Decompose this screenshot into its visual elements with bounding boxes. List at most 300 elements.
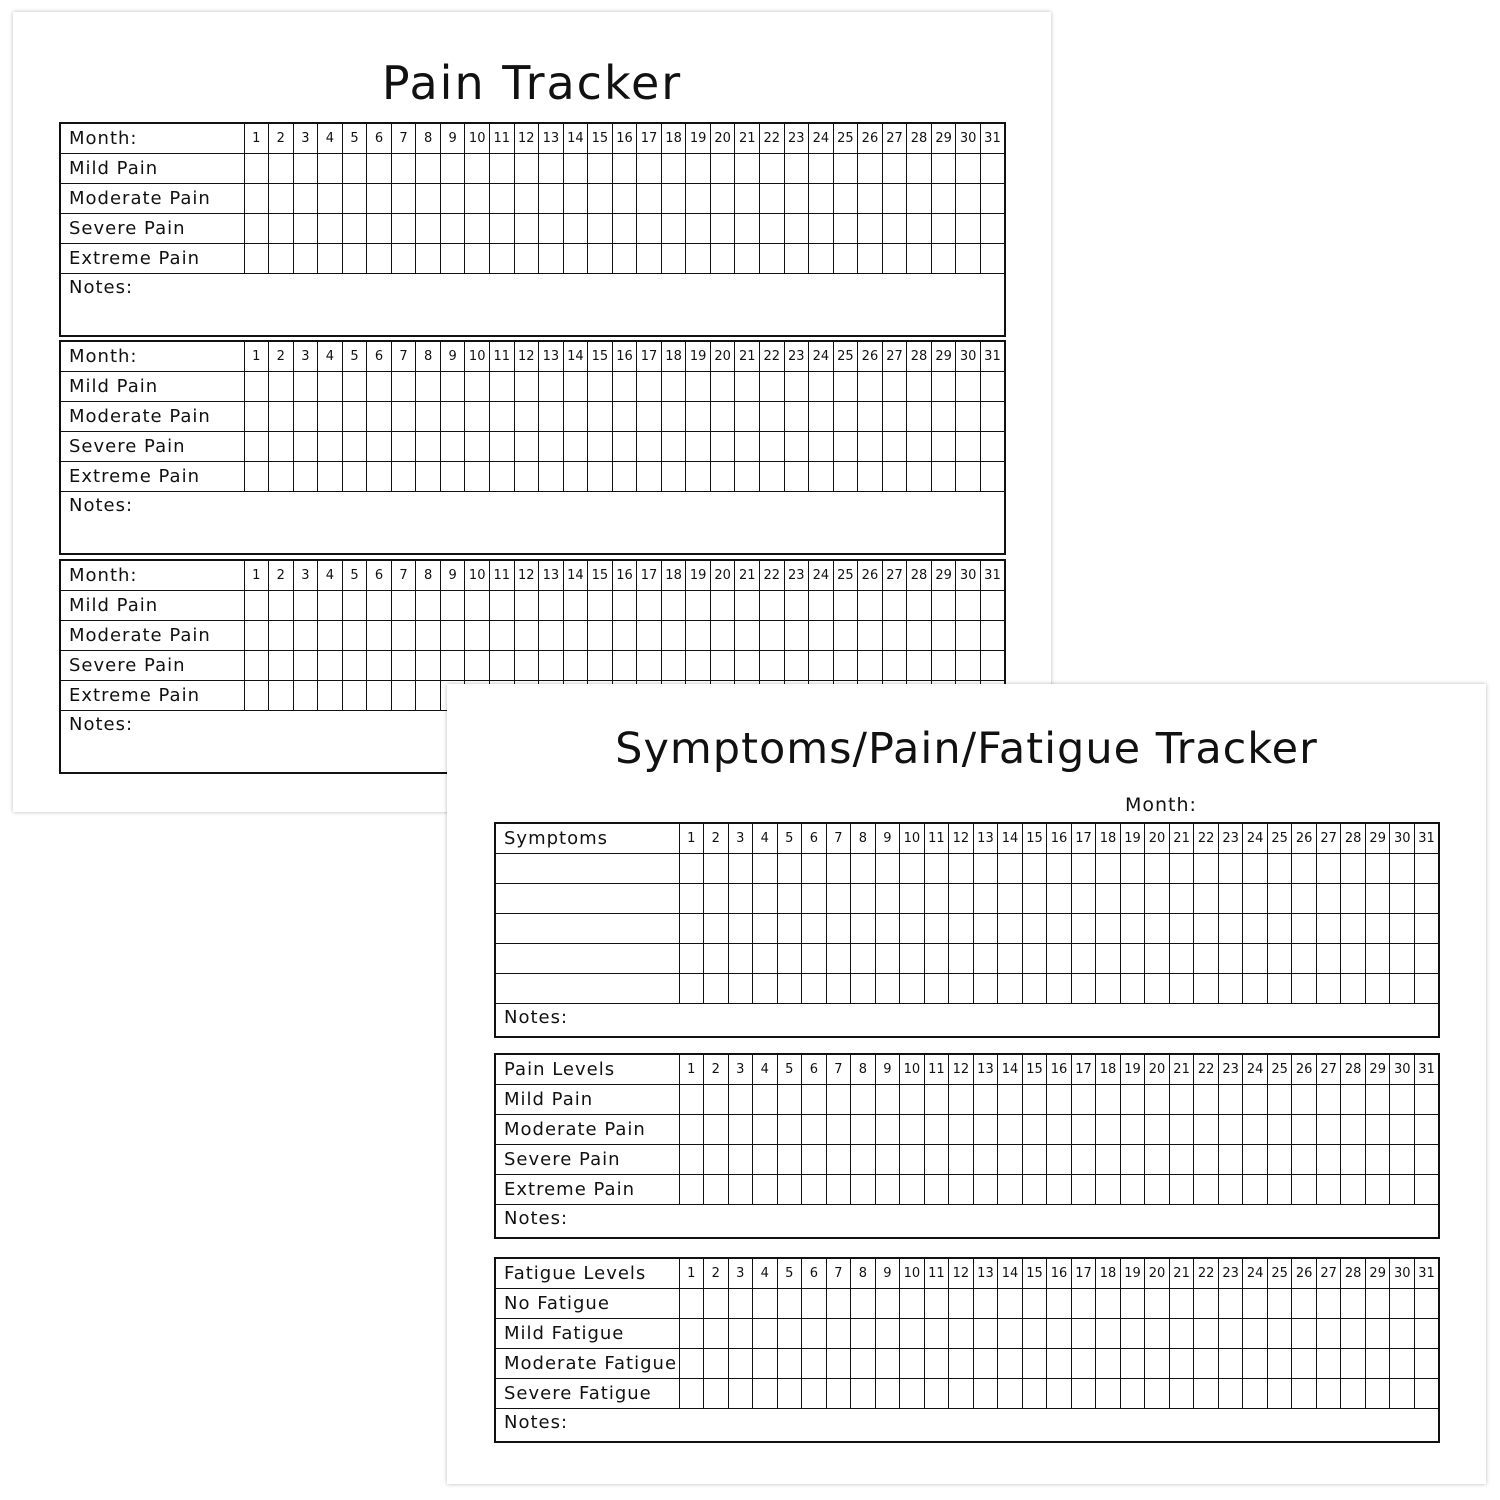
day-checkbox-cell[interactable] (728, 1349, 753, 1379)
day-checkbox-cell[interactable] (931, 591, 956, 621)
day-checkbox-cell[interactable] (244, 244, 269, 274)
row-label[interactable] (495, 884, 679, 914)
day-checkbox-cell[interactable] (1194, 1379, 1219, 1409)
day-checkbox-cell[interactable] (1047, 1289, 1072, 1319)
day-checkbox-cell[interactable] (637, 184, 662, 214)
day-checkbox-cell[interactable] (809, 432, 834, 462)
day-checkbox-cell[interactable] (1218, 884, 1243, 914)
day-checkbox-cell[interactable] (612, 154, 637, 184)
day-checkbox-cell[interactable] (759, 214, 784, 244)
day-checkbox-cell[interactable] (1414, 1379, 1439, 1409)
day-checkbox-cell[interactable] (777, 1289, 802, 1319)
day-checkbox-cell[interactable] (391, 244, 416, 274)
day-checkbox-cell[interactable] (342, 591, 367, 621)
day-checkbox-cell[interactable] (1047, 1085, 1072, 1115)
day-checkbox-cell[interactable] (489, 214, 514, 244)
day-checkbox-cell[interactable] (588, 244, 613, 274)
day-checkbox-cell[interactable] (1365, 854, 1390, 884)
day-checkbox-cell[interactable] (809, 154, 834, 184)
day-checkbox-cell[interactable] (784, 372, 809, 402)
day-checkbox-cell[interactable] (588, 402, 613, 432)
day-checkbox-cell[interactable] (1071, 1115, 1096, 1145)
day-checkbox-cell[interactable] (465, 244, 490, 274)
day-checkbox-cell[interactable] (900, 854, 925, 884)
day-checkbox-cell[interactable] (293, 462, 318, 492)
day-checkbox-cell[interactable] (539, 184, 564, 214)
day-checkbox-cell[interactable] (661, 154, 686, 184)
day-checkbox-cell[interactable] (907, 154, 932, 184)
day-checkbox-cell[interactable] (826, 1085, 851, 1115)
day-checkbox-cell[interactable] (1365, 1379, 1390, 1409)
day-checkbox-cell[interactable] (973, 1085, 998, 1115)
day-checkbox-cell[interactable] (416, 621, 441, 651)
day-checkbox-cell[interactable] (907, 621, 932, 651)
day-checkbox-cell[interactable] (1022, 854, 1047, 884)
day-checkbox-cell[interactable] (833, 372, 858, 402)
day-checkbox-cell[interactable] (588, 184, 613, 214)
day-checkbox-cell[interactable] (1316, 1289, 1341, 1319)
day-checkbox-cell[interactable] (907, 214, 932, 244)
day-checkbox-cell[interactable] (318, 184, 343, 214)
day-checkbox-cell[interactable] (802, 854, 827, 884)
day-checkbox-cell[interactable] (514, 402, 539, 432)
day-checkbox-cell[interactable] (1194, 1289, 1219, 1319)
day-checkbox-cell[interactable] (759, 402, 784, 432)
day-checkbox-cell[interactable] (1365, 974, 1390, 1004)
day-checkbox-cell[interactable] (784, 621, 809, 651)
day-checkbox-cell[interactable] (777, 1175, 802, 1205)
day-checkbox-cell[interactable] (465, 214, 490, 244)
day-checkbox-cell[interactable] (318, 681, 343, 711)
day-checkbox-cell[interactable] (293, 214, 318, 244)
day-checkbox-cell[interactable] (1243, 1349, 1268, 1379)
day-checkbox-cell[interactable] (318, 462, 343, 492)
day-checkbox-cell[interactable] (1414, 1319, 1439, 1349)
day-checkbox-cell[interactable] (980, 372, 1005, 402)
day-checkbox-cell[interactable] (998, 1175, 1023, 1205)
day-checkbox-cell[interactable] (1071, 944, 1096, 974)
day-checkbox-cell[interactable] (637, 651, 662, 681)
day-checkbox-cell[interactable] (710, 184, 735, 214)
day-checkbox-cell[interactable] (809, 462, 834, 492)
day-checkbox-cell[interactable] (244, 681, 269, 711)
day-checkbox-cell[interactable] (924, 1379, 949, 1409)
day-checkbox-cell[interactable] (293, 621, 318, 651)
day-checkbox-cell[interactable] (1414, 1115, 1439, 1145)
day-checkbox-cell[interactable] (637, 154, 662, 184)
day-checkbox-cell[interactable] (269, 651, 294, 681)
day-checkbox-cell[interactable] (1341, 1115, 1366, 1145)
day-checkbox-cell[interactable] (710, 154, 735, 184)
day-checkbox-cell[interactable] (858, 651, 883, 681)
day-checkbox-cell[interactable] (1071, 854, 1096, 884)
day-checkbox-cell[interactable] (440, 462, 465, 492)
day-checkbox-cell[interactable] (318, 621, 343, 651)
day-checkbox-cell[interactable] (612, 432, 637, 462)
day-checkbox-cell[interactable] (588, 154, 613, 184)
day-checkbox-cell[interactable] (588, 214, 613, 244)
day-checkbox-cell[interactable] (1414, 1085, 1439, 1115)
day-checkbox-cell[interactable] (588, 621, 613, 651)
day-checkbox-cell[interactable] (710, 591, 735, 621)
day-checkbox-cell[interactable] (1316, 1175, 1341, 1205)
day-checkbox-cell[interactable] (1292, 1349, 1317, 1379)
day-checkbox-cell[interactable] (1022, 1145, 1047, 1175)
day-checkbox-cell[interactable] (1390, 1289, 1415, 1319)
day-checkbox-cell[interactable] (956, 184, 981, 214)
day-checkbox-cell[interactable] (1145, 944, 1170, 974)
day-checkbox-cell[interactable] (759, 462, 784, 492)
day-checkbox-cell[interactable] (612, 651, 637, 681)
day-checkbox-cell[interactable] (728, 1115, 753, 1145)
day-checkbox-cell[interactable] (1071, 1145, 1096, 1175)
day-checkbox-cell[interactable] (514, 462, 539, 492)
day-checkbox-cell[interactable] (907, 184, 932, 214)
day-checkbox-cell[interactable] (956, 214, 981, 244)
day-checkbox-cell[interactable] (1145, 1379, 1170, 1409)
day-checkbox-cell[interactable] (1022, 884, 1047, 914)
day-checkbox-cell[interactable] (858, 462, 883, 492)
day-checkbox-cell[interactable] (391, 214, 416, 244)
day-checkbox-cell[interactable] (1047, 1145, 1072, 1175)
day-checkbox-cell[interactable] (1169, 1175, 1194, 1205)
day-checkbox-cell[interactable] (588, 462, 613, 492)
day-checkbox-cell[interactable] (1047, 914, 1072, 944)
day-checkbox-cell[interactable] (949, 884, 974, 914)
day-checkbox-cell[interactable] (809, 214, 834, 244)
day-checkbox-cell[interactable] (784, 432, 809, 462)
day-checkbox-cell[interactable] (244, 651, 269, 681)
day-checkbox-cell[interactable] (802, 914, 827, 944)
day-checkbox-cell[interactable] (244, 184, 269, 214)
day-checkbox-cell[interactable] (826, 1145, 851, 1175)
day-checkbox-cell[interactable] (342, 184, 367, 214)
day-checkbox-cell[interactable] (759, 621, 784, 651)
day-checkbox-cell[interactable] (1218, 1175, 1243, 1205)
day-checkbox-cell[interactable] (753, 884, 778, 914)
day-checkbox-cell[interactable] (1292, 884, 1317, 914)
day-checkbox-cell[interactable] (1365, 1349, 1390, 1379)
day-checkbox-cell[interactable] (949, 1319, 974, 1349)
day-checkbox-cell[interactable] (784, 591, 809, 621)
day-checkbox-cell[interactable] (704, 1085, 729, 1115)
day-checkbox-cell[interactable] (728, 944, 753, 974)
day-checkbox-cell[interactable] (851, 854, 876, 884)
day-checkbox-cell[interactable] (1414, 944, 1439, 974)
day-checkbox-cell[interactable] (973, 1115, 998, 1145)
day-checkbox-cell[interactable] (931, 621, 956, 651)
day-checkbox-cell[interactable] (949, 1349, 974, 1379)
day-checkbox-cell[interactable] (1169, 884, 1194, 914)
day-checkbox-cell[interactable] (318, 214, 343, 244)
day-checkbox-cell[interactable] (949, 1115, 974, 1145)
day-checkbox-cell[interactable] (924, 1145, 949, 1175)
day-checkbox-cell[interactable] (391, 462, 416, 492)
day-checkbox-cell[interactable] (900, 1115, 925, 1145)
day-checkbox-cell[interactable] (728, 1379, 753, 1409)
day-checkbox-cell[interactable] (1096, 1145, 1121, 1175)
day-checkbox-cell[interactable] (465, 591, 490, 621)
day-checkbox-cell[interactable] (679, 854, 704, 884)
day-checkbox-cell[interactable] (784, 402, 809, 432)
day-checkbox-cell[interactable] (1267, 1145, 1292, 1175)
day-checkbox-cell[interactable] (539, 372, 564, 402)
day-checkbox-cell[interactable] (1316, 944, 1341, 974)
day-checkbox-cell[interactable] (1218, 1085, 1243, 1115)
day-checkbox-cell[interactable] (489, 651, 514, 681)
day-checkbox-cell[interactable] (1292, 1085, 1317, 1115)
day-checkbox-cell[interactable] (1365, 1175, 1390, 1205)
day-checkbox-cell[interactable] (539, 214, 564, 244)
day-checkbox-cell[interactable] (612, 214, 637, 244)
day-checkbox-cell[interactable] (1218, 1319, 1243, 1349)
day-checkbox-cell[interactable] (637, 432, 662, 462)
day-checkbox-cell[interactable] (728, 1175, 753, 1205)
day-checkbox-cell[interactable] (637, 244, 662, 274)
day-checkbox-cell[interactable] (391, 154, 416, 184)
day-checkbox-cell[interactable] (440, 372, 465, 402)
day-checkbox-cell[interactable] (875, 1349, 900, 1379)
day-checkbox-cell[interactable] (539, 651, 564, 681)
day-checkbox-cell[interactable] (777, 884, 802, 914)
day-checkbox-cell[interactable] (704, 1319, 729, 1349)
day-checkbox-cell[interactable] (588, 372, 613, 402)
day-checkbox-cell[interactable] (637, 214, 662, 244)
day-checkbox-cell[interactable] (1071, 884, 1096, 914)
day-checkbox-cell[interactable] (1145, 974, 1170, 1004)
day-checkbox-cell[interactable] (777, 974, 802, 1004)
day-checkbox-cell[interactable] (875, 1145, 900, 1175)
day-checkbox-cell[interactable] (1365, 1145, 1390, 1175)
day-checkbox-cell[interactable] (1194, 1085, 1219, 1115)
day-checkbox-cell[interactable] (858, 621, 883, 651)
day-checkbox-cell[interactable] (1071, 1379, 1096, 1409)
day-checkbox-cell[interactable] (1096, 1319, 1121, 1349)
day-checkbox-cell[interactable] (980, 184, 1005, 214)
day-checkbox-cell[interactable] (851, 884, 876, 914)
day-checkbox-cell[interactable] (924, 1115, 949, 1145)
day-checkbox-cell[interactable] (907, 402, 932, 432)
day-checkbox-cell[interactable] (269, 432, 294, 462)
day-checkbox-cell[interactable] (514, 372, 539, 402)
day-checkbox-cell[interactable] (753, 1319, 778, 1349)
day-checkbox-cell[interactable] (924, 974, 949, 1004)
notes-field[interactable]: Notes: (495, 1409, 1439, 1443)
day-checkbox-cell[interactable] (1047, 884, 1072, 914)
day-checkbox-cell[interactable] (1096, 884, 1121, 914)
day-checkbox-cell[interactable] (710, 244, 735, 274)
day-checkbox-cell[interactable] (1145, 1085, 1170, 1115)
day-checkbox-cell[interactable] (1341, 1175, 1366, 1205)
day-checkbox-cell[interactable] (1341, 1289, 1366, 1319)
day-checkbox-cell[interactable] (1390, 1175, 1415, 1205)
day-checkbox-cell[interactable] (759, 154, 784, 184)
day-checkbox-cell[interactable] (753, 854, 778, 884)
day-checkbox-cell[interactable] (1267, 1175, 1292, 1205)
day-checkbox-cell[interactable] (924, 1175, 949, 1205)
day-checkbox-cell[interactable] (293, 402, 318, 432)
day-checkbox-cell[interactable] (980, 621, 1005, 651)
day-checkbox-cell[interactable] (342, 214, 367, 244)
day-checkbox-cell[interactable] (679, 1349, 704, 1379)
day-checkbox-cell[interactable] (809, 591, 834, 621)
day-checkbox-cell[interactable] (851, 1085, 876, 1115)
day-checkbox-cell[interactable] (342, 154, 367, 184)
day-checkbox-cell[interactable] (1365, 1115, 1390, 1145)
day-checkbox-cell[interactable] (612, 184, 637, 214)
day-checkbox-cell[interactable] (269, 372, 294, 402)
day-checkbox-cell[interactable] (924, 1319, 949, 1349)
day-checkbox-cell[interactable] (1120, 1379, 1145, 1409)
day-checkbox-cell[interactable] (563, 372, 588, 402)
day-checkbox-cell[interactable] (1243, 1289, 1268, 1319)
day-checkbox-cell[interactable] (900, 1379, 925, 1409)
day-checkbox-cell[interactable] (759, 432, 784, 462)
day-checkbox-cell[interactable] (1169, 914, 1194, 944)
day-checkbox-cell[interactable] (1145, 884, 1170, 914)
day-checkbox-cell[interactable] (1194, 1175, 1219, 1205)
day-checkbox-cell[interactable] (802, 944, 827, 974)
day-checkbox-cell[interactable] (661, 184, 686, 214)
day-checkbox-cell[interactable] (809, 621, 834, 651)
day-checkbox-cell[interactable] (998, 1349, 1023, 1379)
day-checkbox-cell[interactable] (489, 621, 514, 651)
day-checkbox-cell[interactable] (1071, 914, 1096, 944)
day-checkbox-cell[interactable] (679, 1085, 704, 1115)
day-checkbox-cell[interactable] (882, 184, 907, 214)
day-checkbox-cell[interactable] (489, 591, 514, 621)
day-checkbox-cell[interactable] (1194, 974, 1219, 1004)
day-checkbox-cell[interactable] (1341, 914, 1366, 944)
day-checkbox-cell[interactable] (980, 591, 1005, 621)
day-checkbox-cell[interactable] (882, 432, 907, 462)
day-checkbox-cell[interactable] (1047, 854, 1072, 884)
day-checkbox-cell[interactable] (973, 974, 998, 1004)
day-checkbox-cell[interactable] (858, 402, 883, 432)
day-checkbox-cell[interactable] (1120, 944, 1145, 974)
day-checkbox-cell[interactable] (661, 591, 686, 621)
day-checkbox-cell[interactable] (753, 1115, 778, 1145)
day-checkbox-cell[interactable] (440, 651, 465, 681)
day-checkbox-cell[interactable] (784, 651, 809, 681)
day-checkbox-cell[interactable] (1316, 1379, 1341, 1409)
day-checkbox-cell[interactable] (710, 402, 735, 432)
day-checkbox-cell[interactable] (931, 462, 956, 492)
day-checkbox-cell[interactable] (1169, 854, 1194, 884)
day-checkbox-cell[interactable] (900, 1319, 925, 1349)
day-checkbox-cell[interactable] (1096, 854, 1121, 884)
day-checkbox-cell[interactable] (1243, 1085, 1268, 1115)
day-checkbox-cell[interactable] (367, 154, 392, 184)
day-checkbox-cell[interactable] (973, 1175, 998, 1205)
notes-field[interactable]: Notes: (495, 1004, 1439, 1038)
day-checkbox-cell[interactable] (1120, 1085, 1145, 1115)
day-checkbox-cell[interactable] (998, 854, 1023, 884)
day-checkbox-cell[interactable] (949, 1289, 974, 1319)
day-checkbox-cell[interactable] (318, 154, 343, 184)
day-checkbox-cell[interactable] (563, 244, 588, 274)
day-checkbox-cell[interactable] (704, 1175, 729, 1205)
day-checkbox-cell[interactable] (858, 154, 883, 184)
day-checkbox-cell[interactable] (728, 1319, 753, 1349)
day-checkbox-cell[interactable] (416, 184, 441, 214)
day-checkbox-cell[interactable] (1071, 1085, 1096, 1115)
day-checkbox-cell[interactable] (1390, 1085, 1415, 1115)
day-checkbox-cell[interactable] (1022, 974, 1047, 1004)
day-checkbox-cell[interactable] (1316, 1145, 1341, 1175)
day-checkbox-cell[interactable] (679, 1175, 704, 1205)
day-checkbox-cell[interactable] (686, 591, 711, 621)
day-checkbox-cell[interactable] (1390, 1349, 1415, 1379)
day-checkbox-cell[interactable] (784, 184, 809, 214)
day-checkbox-cell[interactable] (293, 154, 318, 184)
day-checkbox-cell[interactable] (391, 681, 416, 711)
day-checkbox-cell[interactable] (514, 621, 539, 651)
day-checkbox-cell[interactable] (924, 944, 949, 974)
day-checkbox-cell[interactable] (1390, 974, 1415, 1004)
day-checkbox-cell[interactable] (1365, 914, 1390, 944)
day-checkbox-cell[interactable] (1096, 1085, 1121, 1115)
day-checkbox-cell[interactable] (342, 462, 367, 492)
day-checkbox-cell[interactable] (833, 621, 858, 651)
day-checkbox-cell[interactable] (1022, 1349, 1047, 1379)
day-checkbox-cell[interactable] (1169, 1085, 1194, 1115)
day-checkbox-cell[interactable] (1120, 974, 1145, 1004)
day-checkbox-cell[interactable] (1120, 1115, 1145, 1145)
day-checkbox-cell[interactable] (900, 1349, 925, 1379)
day-checkbox-cell[interactable] (1096, 1115, 1121, 1145)
day-checkbox-cell[interactable] (735, 402, 760, 432)
day-checkbox-cell[interactable] (1194, 1115, 1219, 1145)
day-checkbox-cell[interactable] (802, 1085, 827, 1115)
day-checkbox-cell[interactable] (1022, 1319, 1047, 1349)
day-checkbox-cell[interactable] (784, 462, 809, 492)
day-checkbox-cell[interactable] (661, 432, 686, 462)
row-label[interactable] (495, 944, 679, 974)
day-checkbox-cell[interactable] (980, 214, 1005, 244)
day-checkbox-cell[interactable] (931, 432, 956, 462)
day-checkbox-cell[interactable] (679, 914, 704, 944)
day-checkbox-cell[interactable] (753, 1085, 778, 1115)
day-checkbox-cell[interactable] (391, 432, 416, 462)
day-checkbox-cell[interactable] (1267, 944, 1292, 974)
day-checkbox-cell[interactable] (1414, 914, 1439, 944)
day-checkbox-cell[interactable] (637, 402, 662, 432)
day-checkbox-cell[interactable] (809, 372, 834, 402)
day-checkbox-cell[interactable] (1169, 1145, 1194, 1175)
day-checkbox-cell[interactable] (1169, 944, 1194, 974)
day-checkbox-cell[interactable] (710, 432, 735, 462)
day-checkbox-cell[interactable] (1022, 1379, 1047, 1409)
day-checkbox-cell[interactable] (980, 432, 1005, 462)
day-checkbox-cell[interactable] (367, 432, 392, 462)
day-checkbox-cell[interactable] (1292, 944, 1317, 974)
day-checkbox-cell[interactable] (809, 184, 834, 214)
day-checkbox-cell[interactable] (637, 621, 662, 651)
day-checkbox-cell[interactable] (931, 402, 956, 432)
day-checkbox-cell[interactable] (1365, 1085, 1390, 1115)
day-checkbox-cell[interactable] (1267, 854, 1292, 884)
day-checkbox-cell[interactable] (1194, 884, 1219, 914)
day-checkbox-cell[interactable] (514, 591, 539, 621)
day-checkbox-cell[interactable] (882, 462, 907, 492)
day-checkbox-cell[interactable] (704, 914, 729, 944)
day-checkbox-cell[interactable] (833, 432, 858, 462)
day-checkbox-cell[interactable] (924, 1085, 949, 1115)
day-checkbox-cell[interactable] (1365, 1289, 1390, 1319)
day-checkbox-cell[interactable] (1292, 1319, 1317, 1349)
day-checkbox-cell[interactable] (777, 1319, 802, 1349)
